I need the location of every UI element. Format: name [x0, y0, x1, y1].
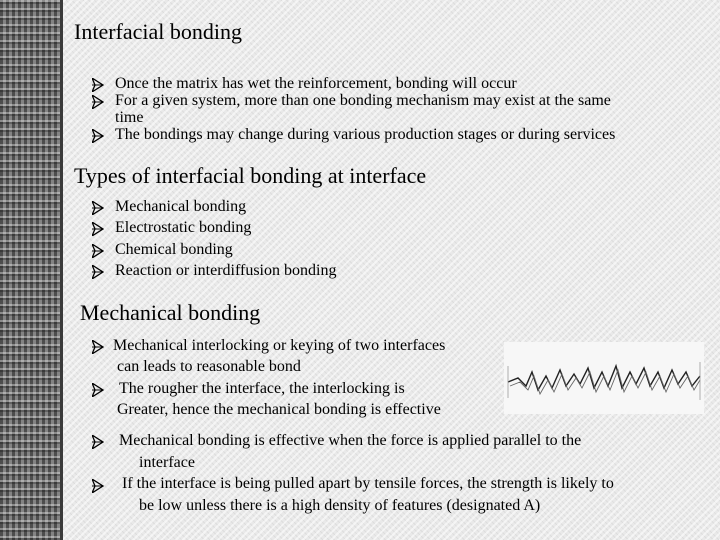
- list-item: The rougher the interface, the interlocking is: [119, 380, 405, 397]
- arrowhead-bullet-icon: [92, 435, 104, 449]
- arrowhead-bullet-icon: [92, 244, 104, 258]
- list-item: The bondings may change during various production stages or during services: [115, 126, 616, 143]
- heading-mechanical-bonding: Mechanical bonding: [80, 300, 261, 325]
- list-item: Mechanical bonding: [115, 198, 247, 215]
- list-item: interface: [139, 454, 195, 471]
- list-item: Reaction or interdiffusion bonding: [115, 262, 337, 279]
- list-item: Electrostatic bonding: [115, 219, 252, 236]
- decorative-rail: [0, 0, 60, 540]
- arrowhead-bullet-icon: [92, 129, 104, 143]
- list-item: For a given system, more than one bonding mechanism may exist at the same: [115, 92, 611, 109]
- heading-types-of-bonding: Types of interfacial bonding at interface: [74, 163, 427, 188]
- arrowhead-bullet-icon: [92, 265, 104, 279]
- list-item: Chemical bonding: [115, 241, 233, 258]
- arrowhead-bullet-icon: [92, 78, 104, 92]
- list-item: If the interface is being pulled apart by tensile forces, the strength is likely to: [122, 475, 614, 492]
- arrowhead-bullet-icon: [92, 222, 104, 236]
- list-item: Greater, hence the mechanical bonding is effective: [117, 401, 441, 418]
- heading-interfacial-bonding: Interfacial bonding: [74, 19, 242, 44]
- arrowhead-bullet-icon: [92, 340, 104, 354]
- list-item: time: [115, 109, 144, 126]
- rail-divider: [60, 0, 63, 540]
- list-item: be low unless there is a high density of features (designated A): [139, 497, 541, 514]
- list-item: Mechanical bonding is effective when the force is applied parallel to the: [119, 432, 582, 449]
- list-item: Mechanical interlocking or keying of two interfaces: [113, 337, 446, 354]
- arrowhead-bullet-icon: [92, 383, 104, 397]
- rough-interface-drawing: [504, 342, 704, 414]
- arrowhead-bullet-icon: [92, 95, 104, 109]
- rough-interface-illustration: [504, 342, 704, 414]
- list-item: Once the matrix has wet the reinforcement, bonding will occur: [115, 75, 517, 92]
- arrowhead-bullet-icon: [92, 201, 104, 215]
- arrowhead-bullet-icon: [92, 479, 104, 493]
- list-item: can leads to reasonable bond: [117, 358, 301, 375]
